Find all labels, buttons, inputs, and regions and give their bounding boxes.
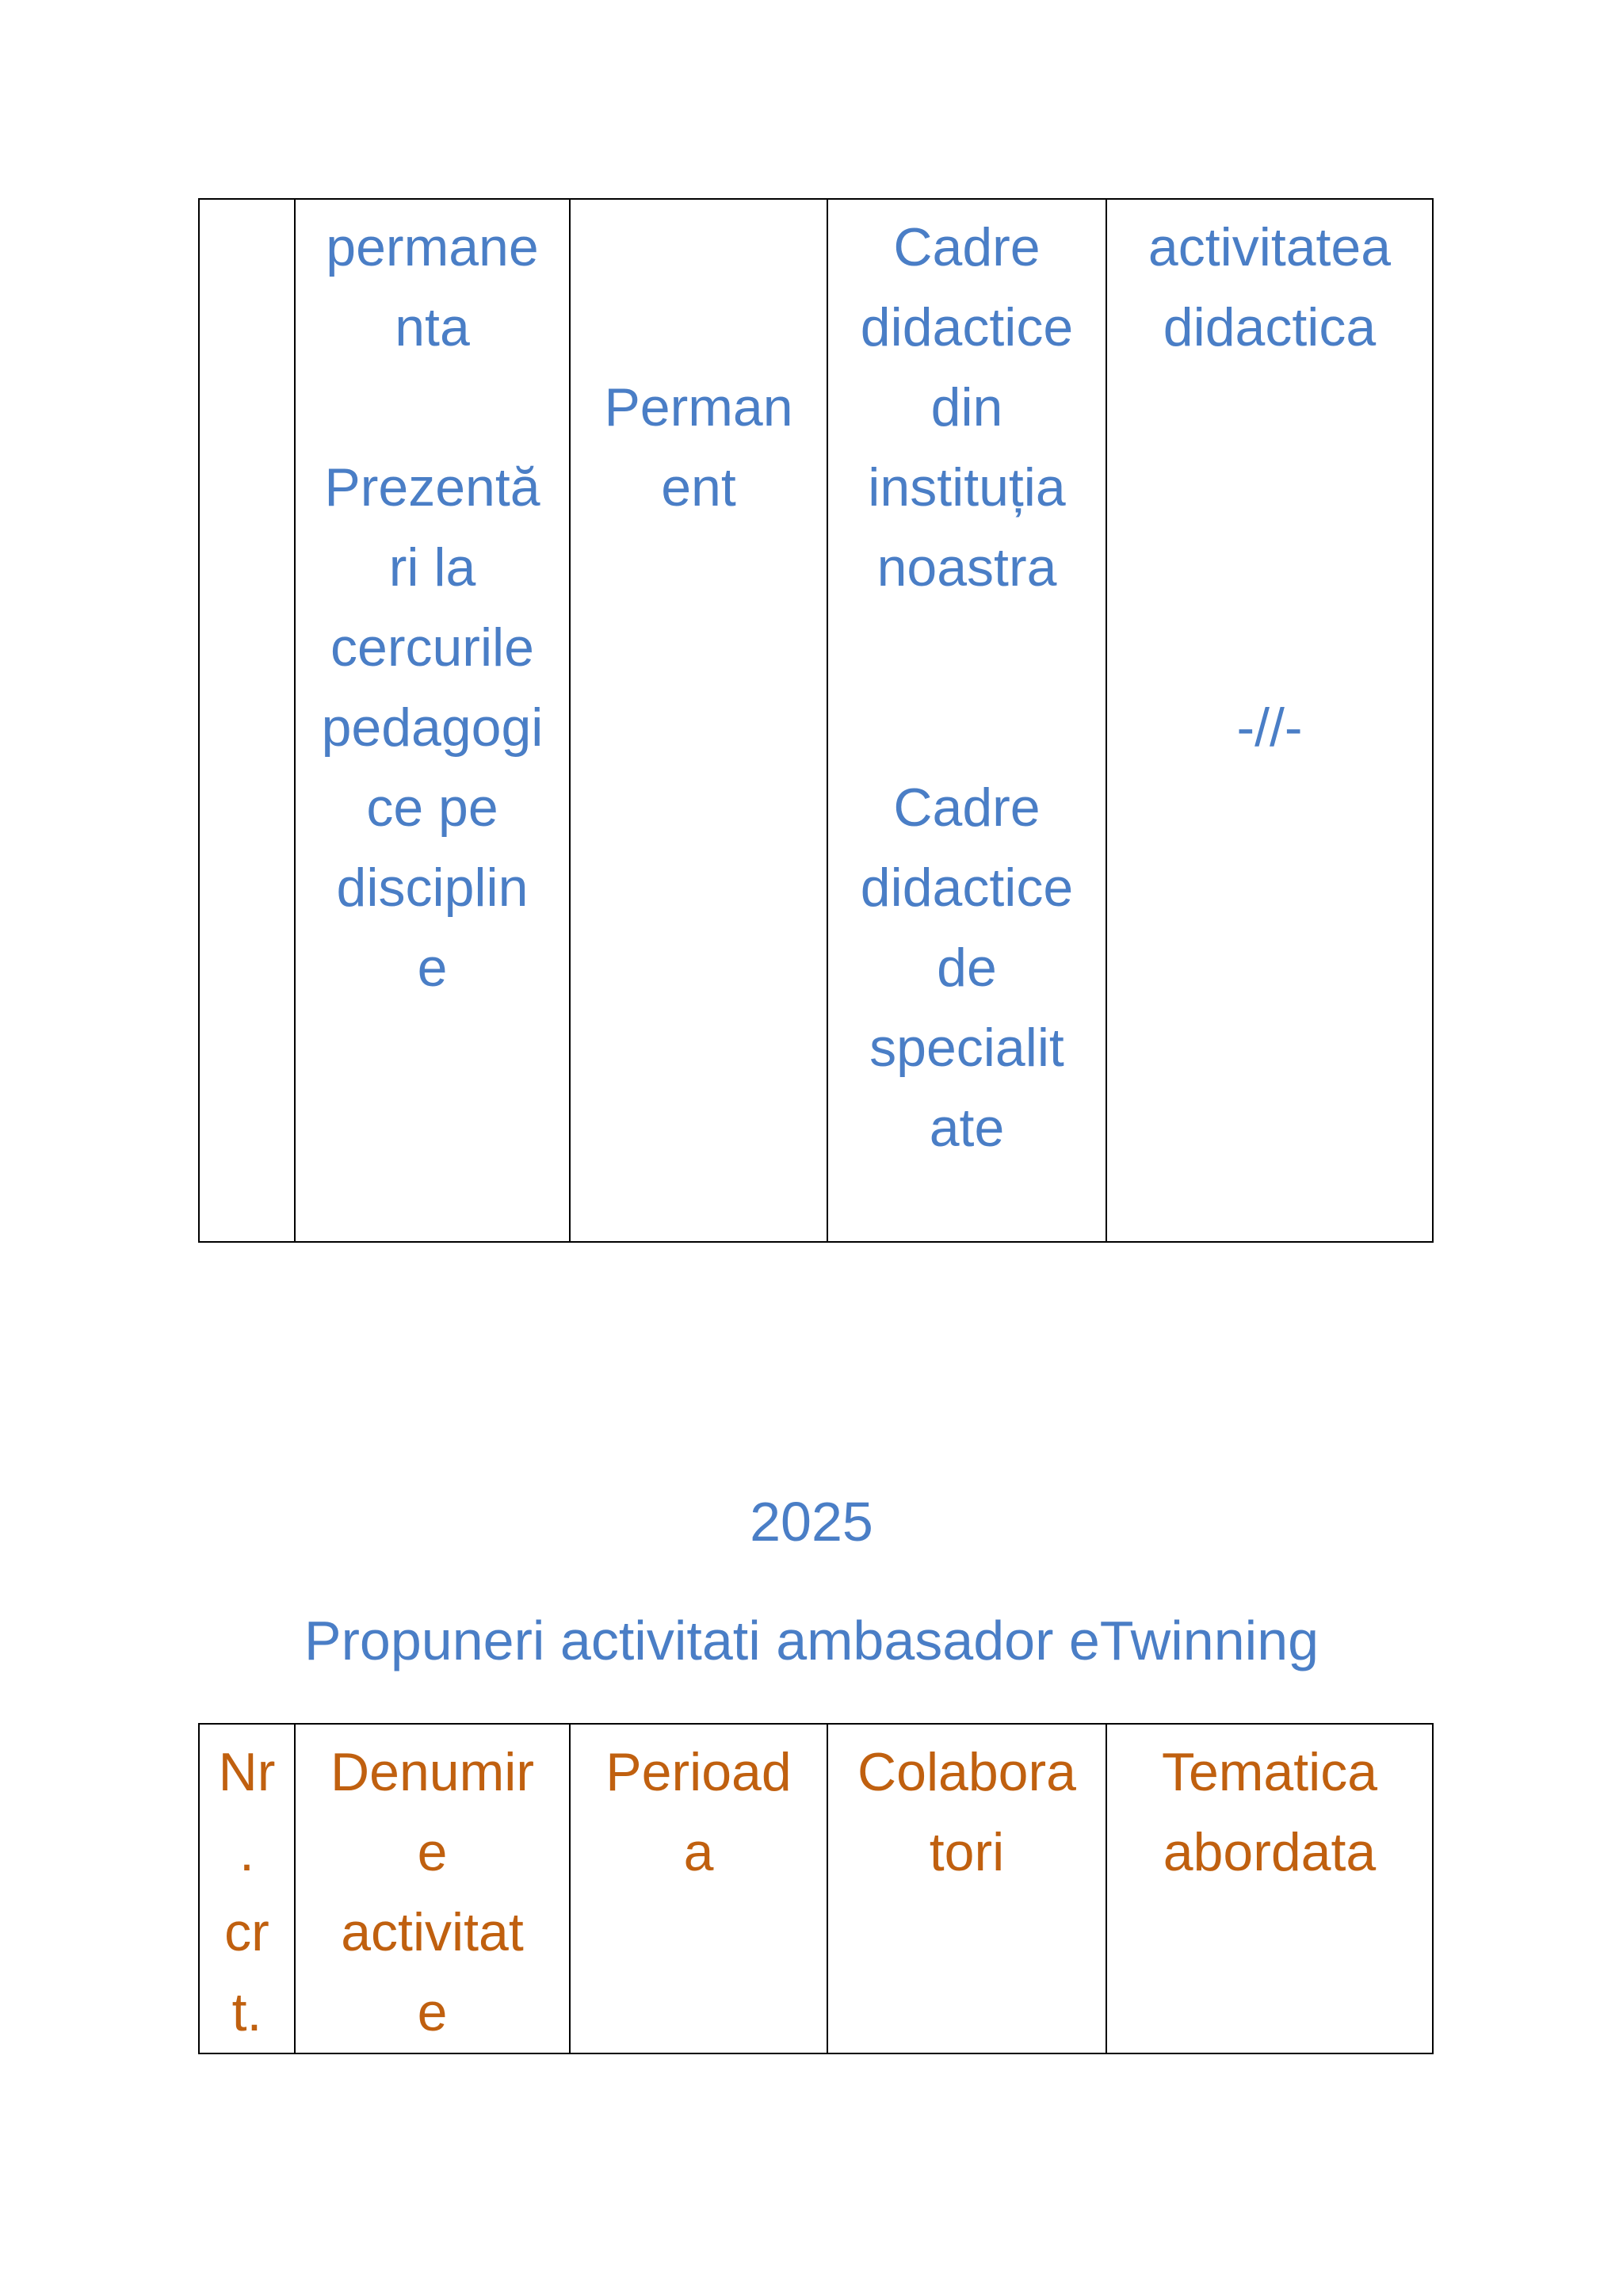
collaborators-cell: Cadre didactice din instituția noastra Cadre didactice de specialit ate (827, 199, 1106, 1242)
header-activity-name: Denumir e activitat e (295, 1724, 570, 2053)
proposals-table (198, 1723, 1434, 2054)
nr-crt-cell (199, 199, 295, 1242)
header-topic: Tematica abordata (1106, 1724, 1433, 2053)
activities-table-continued (198, 198, 1434, 1243)
table-row (199, 199, 1433, 1242)
header-nr-crt: Nr . cr t. (199, 1724, 295, 2053)
topic-cell: activitatea didactica -//- (1106, 199, 1433, 1242)
table-header-row (199, 1724, 1433, 2053)
period-cell: Perman ent (570, 199, 827, 1242)
year-heading: 2025 (750, 1491, 873, 1553)
activity-name-cell: permane nta Prezentă ri la cercurile pedagogi ce pe disciplin e (295, 199, 570, 1242)
header-collaborators: Colabora tori (827, 1724, 1106, 2053)
section-title: Propuneri activitati ambasador eTwinning (304, 1610, 1319, 1671)
header-period: Perioad a (570, 1724, 827, 2053)
